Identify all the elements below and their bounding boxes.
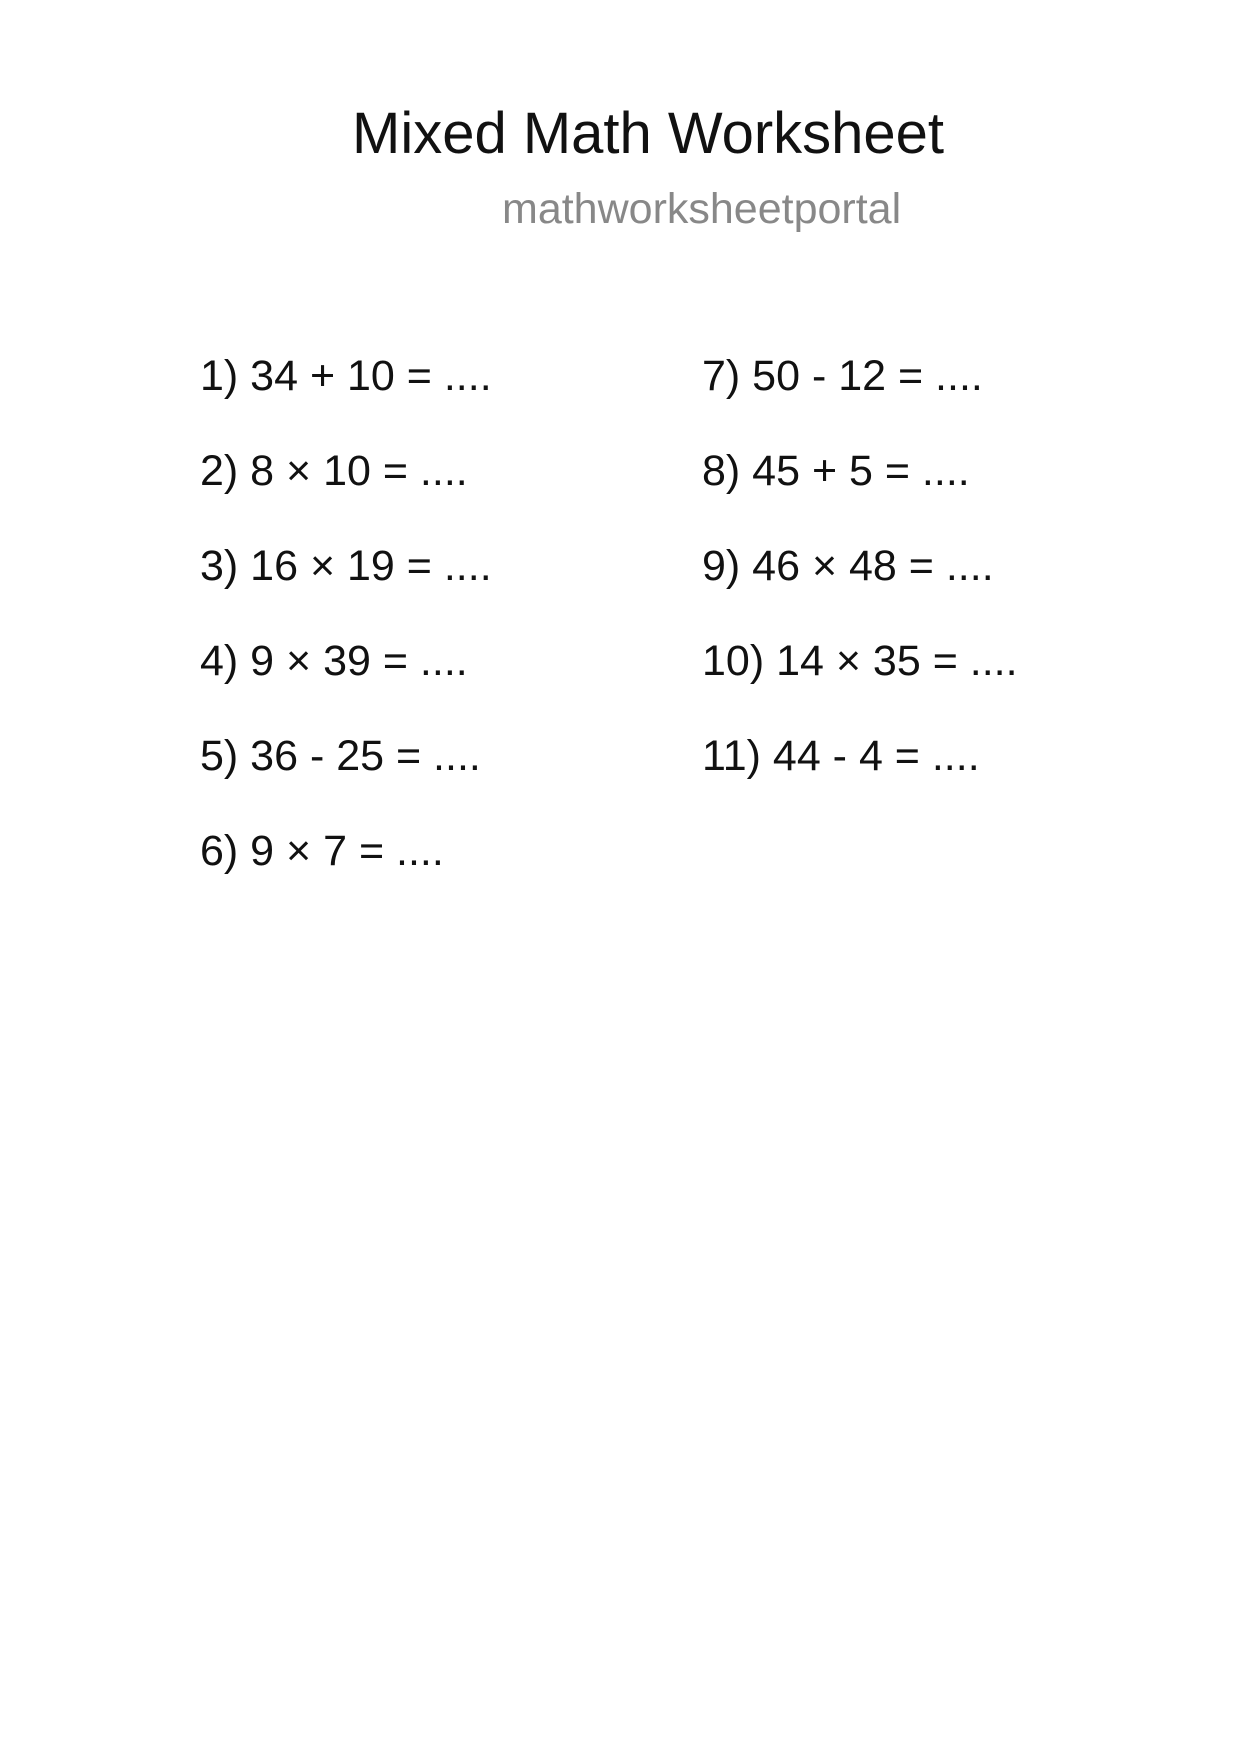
problem-item: 7) 50 - 12 = .... (702, 352, 983, 400)
problem-item: 1) 34 + 10 = .... (200, 352, 492, 400)
problem-item: 4) 9 × 39 = .... (200, 637, 468, 685)
problem-item: 10) 14 × 35 = .... (702, 637, 1018, 685)
problem-list-right (702, 346, 1018, 821)
problem-item: 6) 9 × 7 = .... (200, 827, 444, 875)
problem-item: 2) 8 × 10 = .... (200, 447, 468, 495)
problem-item: 5) 36 - 25 = .... (200, 732, 481, 780)
problem-item: 3) 16 × 19 = .... (200, 542, 492, 590)
problem-item: 9) 46 × 48 = .... (702, 542, 994, 590)
page-subtitle: mathworksheetportal (502, 185, 902, 233)
page-title: Mixed Math Worksheet (352, 101, 945, 166)
problem-item: 8) 45 + 5 = .... (702, 447, 970, 495)
problem-item: 11) 44 - 4 = .... (702, 732, 980, 780)
problem-list-left (200, 346, 492, 916)
